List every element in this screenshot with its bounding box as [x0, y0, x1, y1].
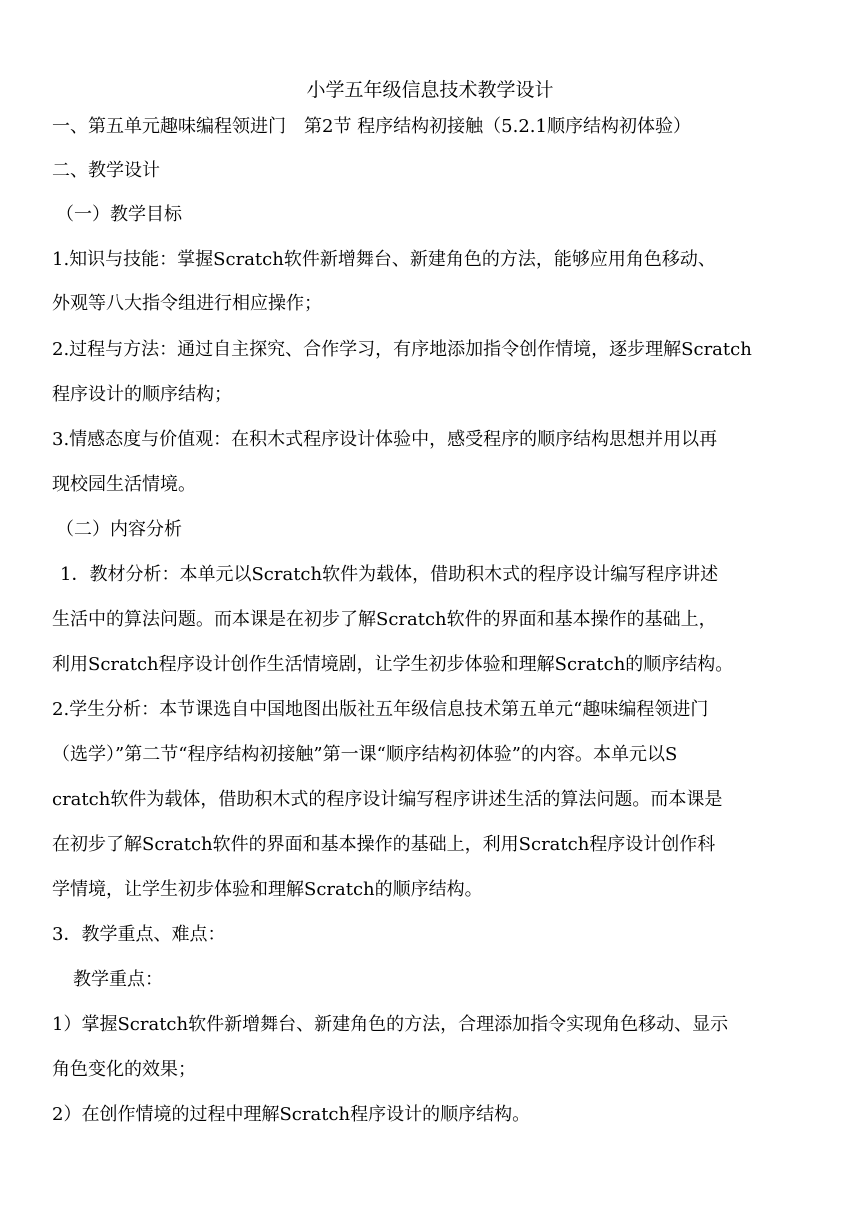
- paragraph-line: 角色变化的效果；: [52, 1059, 196, 1080]
- subsection-heading-content-analysis: （二）内容分析: [56, 519, 182, 540]
- paragraph-line: 1.知识与技能：掌握Scratch软件新增舞台、新建角色的方法，能够应用角色移动、: [52, 249, 716, 270]
- paragraph-line: 现校园生活情境。: [52, 474, 196, 495]
- paragraph-line: 程序设计的顺序结构；: [52, 384, 232, 405]
- paragraph-line: 1．教材分析：本单元以Scratch软件为载体，借助积木式的程序设计编写程序讲述: [60, 564, 719, 585]
- unit-heading: 一、第五单元趣味编程领进门 第2节 程序结构初接触（5.2.1顺序结构初体验）: [52, 116, 691, 137]
- paragraph-line: 在初步了解Scratch软件的界面和基本操作的基础上，利用Scratch程序设计创作科: [52, 834, 716, 855]
- subsection-heading-key-points: 3．教学重点、难点：: [52, 924, 226, 945]
- paragraph-line: 外观等八大指令组进行相应操作；: [52, 293, 322, 314]
- document-title: 小学五年级信息技术教学设计: [306, 79, 554, 101]
- key-points-label: 教学重点：: [73, 969, 163, 990]
- paragraph-line: （选学）”第二节“程序结构初接触”第一课“顺序结构初体验”的内容。本单元以S: [52, 744, 678, 765]
- paragraph-line: 生活中的算法问题。而本课是在初步了解Scratch软件的界面和基本操作的基础上，: [52, 609, 717, 630]
- paragraph-line: 学情境，让学生初步体验和理解Scratch的顺序结构。: [52, 879, 483, 900]
- paragraph-line: 3.情感态度与价值观：在积木式程序设计体验中，感受程序的顺序结构思想并用以再: [52, 429, 718, 450]
- subsection-heading-objectives: （一）教学目标: [56, 204, 182, 225]
- paragraph-line: 1）掌握Scratch软件新增舞台、新建角色的方法，合理添加指令实现角色移动、显示: [52, 1014, 729, 1035]
- paragraph-line: 2.学生分析：本节课选自中国地图出版社五年级信息技术第五单元“趣味编程领进门: [52, 699, 709, 720]
- paragraph-line: 2）在创作情境的过程中理解Scratch程序设计的顺序结构。: [52, 1104, 531, 1125]
- section-heading-teaching-design: 二、教学设计: [52, 160, 160, 181]
- paragraph-line: 2.过程与方法：通过自主探究、合作学习，有序地添加指令创作情境，逐步理解Scratch: [52, 339, 752, 360]
- paragraph-line: cratch软件为载体，借助积木式的程序设计编写程序讲述生活的算法问题。而本课是: [52, 789, 723, 810]
- paragraph-line: 利用Scratch程序设计创作生活情境剧，让学生初步体验和理解Scratch的顺序结构。: [52, 654, 734, 675]
